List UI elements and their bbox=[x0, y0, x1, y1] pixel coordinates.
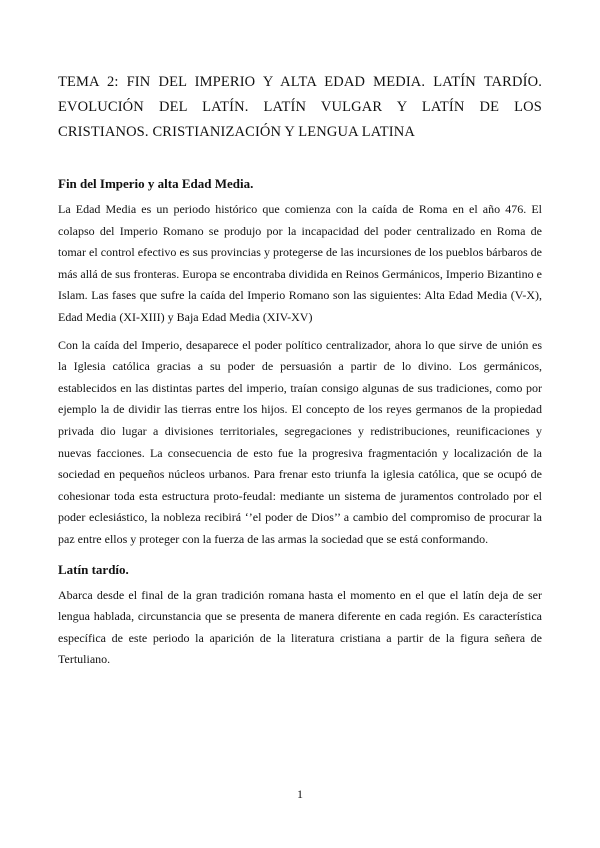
document-title: TEMA 2: FIN DEL IMPERIO Y ALTA EDAD MEDIA. LATÍN TARDÍO. EVOLUCIÓN DEL LATÍN. LATÍN VULGAR Y LATÍN DE LOS CRISTIANOS. CRISTIANIZACIÓN Y LENGUA LATINA bbox=[58, 74, 542, 140]
section-heading-latin-tardio: Latín tardío. bbox=[58, 561, 129, 577]
paragraph: Con la caída del Imperio, desaparece el poder político centralizador, ahora lo que sirve de unión es la Iglesia católica gracias a su poder de persuasión a partir de lo divino. Los germánicos, establecidos en las distintas partes del imperio, traían consigo algunas de sus tradiciones, como por ejemplo la de dividir las tierras entre los hijos. El concepto de los reyes germanos de la propiedad privada dio lugar a divisiones territoriales, segregaciones y redistribuciones, reunificaciones y nuevas facciones. La consecuencia de esto fue la progresiva fragmentación y localización de la sociedad en pequeños núcleos urbanos. Para frenar esto triunfa la iglesia católica, que se ocupó de cohesionar toda esta estructura proto-feudal: mediante un sistema de juramentos controlado por el poder eclesiástico, la nobleza recibirá ‘’el poder de Dios’’ a cambio del compromiso de procurar la paz entre ellos y proteger con la fuerza de las armas la sociedad que se está conformando. bbox=[58, 337, 542, 546]
paragraph: Abarca desde el final de la gran tradición romana hasta el momento en el que el latín deja de ser lengua hablada, circunstancia que se presenta de manera diferente en cada región. Es característica específica de este periodo la aparición de la literatura cristiana a partir de la figura señera de Tertuliano. bbox=[58, 587, 542, 667]
section-heading-fin-del-imperio: Fin del Imperio y alta Edad Media. bbox=[58, 176, 254, 191]
page-number: 1 bbox=[297, 787, 303, 801]
document-page bbox=[58, 70, 542, 671]
paragraph: La Edad Media es un periodo histórico que comienza con la caída de Roma en el año 476. El colapso del Imperio Romano se produjo por la incapacidad del poder centralizado en Roma de tomar el control efectivo es sus provincias y protegerse de las incursiones de los pueblos bárbaros de más allá de sus fronteras. Europa se encontraba dividida en Reinos Germánicos, Imperio Bizantino e Islam. Las fases que sufre la caída del Imperio Romano son las siguientes: Alta Edad Media (V-X), Edad Media (XI-XIII) y Baja Edad Media (XIV-XV) bbox=[58, 202, 542, 324]
